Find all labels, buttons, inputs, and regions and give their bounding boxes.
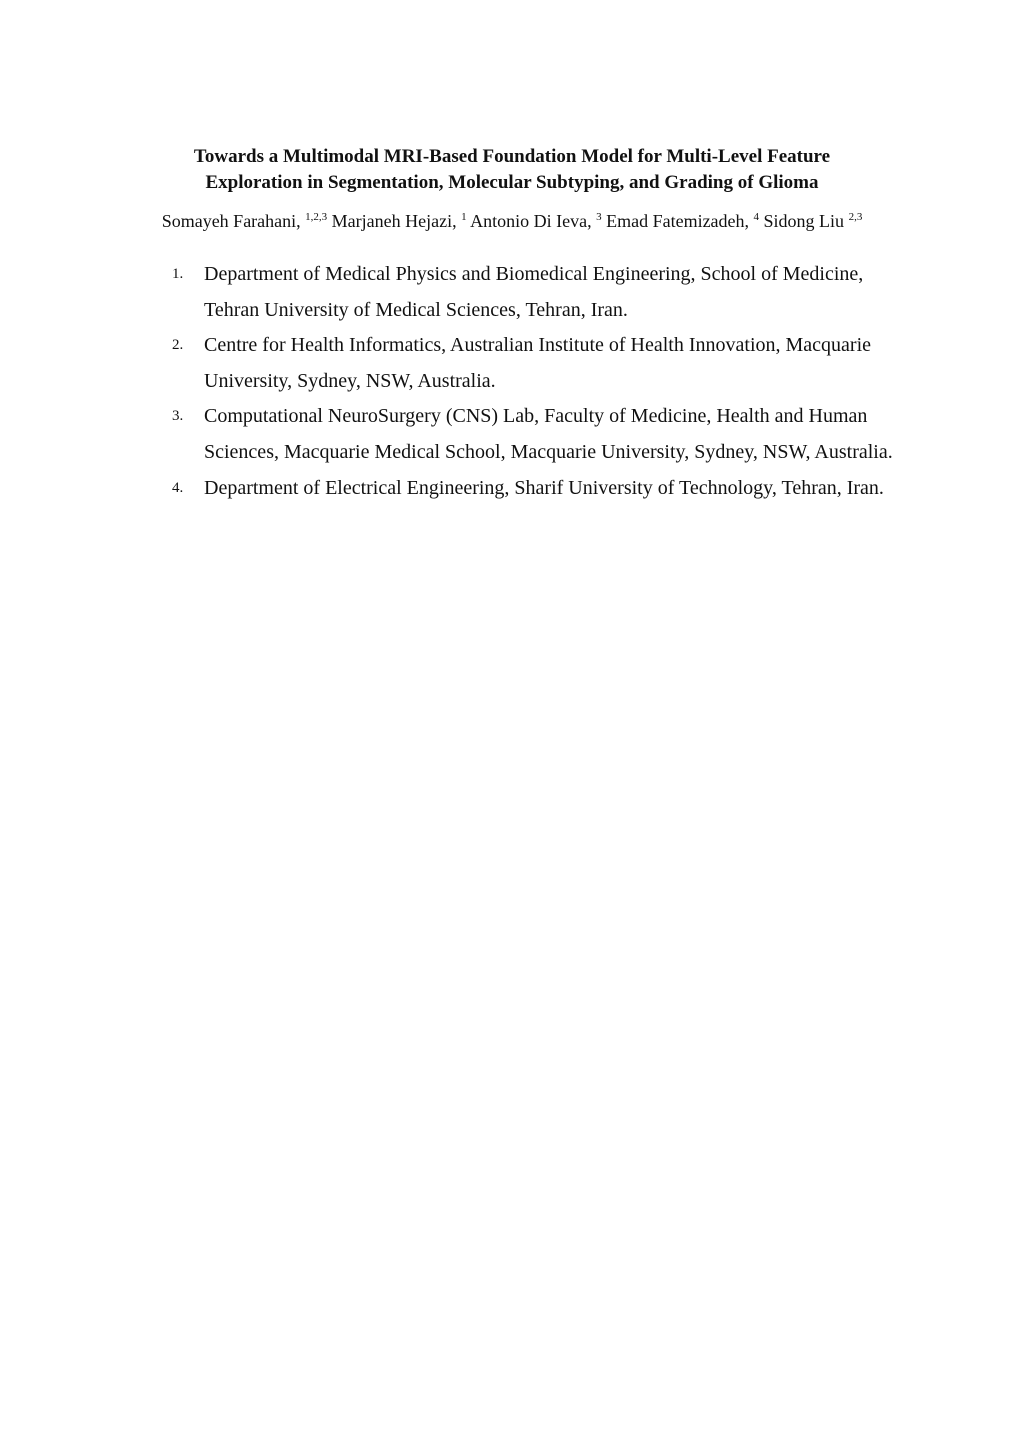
author-list bbox=[100, 208, 924, 234]
title-line-2: Exploration in Segmentation, Molecular Subtyping, and Grading of Glioma bbox=[205, 172, 819, 193]
affiliation-number: 3. bbox=[172, 408, 184, 425]
affiliation-item bbox=[166, 471, 896, 507]
affiliation-text: Centre for Health Informatics, Australian Institute of Health Innovation, Macquarie University, Sydney, NSW, Australia. bbox=[204, 334, 872, 392]
author-name: Somayeh Farahani, bbox=[161, 211, 301, 231]
author-name: Antonio Di Ieva, bbox=[470, 211, 592, 231]
affiliation-text: Department of Electrical Engineering, Sharif University of Technology, Tehran, Iran. bbox=[204, 476, 884, 499]
author-1 bbox=[162, 211, 327, 231]
author-affiliation-marker: 1 bbox=[461, 211, 467, 223]
affiliation-list bbox=[166, 257, 896, 506]
author-5 bbox=[764, 211, 863, 231]
affiliation-number: 4. bbox=[172, 479, 184, 496]
author-affiliation-marker: 3 bbox=[596, 211, 602, 223]
affiliation-item bbox=[166, 328, 896, 399]
author-name: Sidong Liu bbox=[763, 211, 845, 231]
affiliation-text: Computational NeuroSurgery (CNS) Lab, Faculty of Medicine, Health and Human Sciences, Macquarie Medical School, Macquarie University, Sydney, NSW, Australia. bbox=[204, 405, 893, 463]
affiliation-text: Department of Medical Physics and Biomedical Engineering, School of Medicine, Tehran University of Medical Sciences, Tehran, Iran. bbox=[204, 263, 864, 321]
author-affiliation-marker: 1,2,3 bbox=[305, 211, 328, 223]
title-line-1: Towards a Multimodal MRI-Based Foundation Model for Multi-Level Feature bbox=[193, 146, 831, 167]
affiliation-item bbox=[166, 399, 896, 470]
author-affiliation-marker: 2,3 bbox=[848, 211, 863, 223]
author-3 bbox=[470, 211, 601, 231]
author-name: Emad Fatemizadeh, bbox=[606, 211, 750, 231]
author-affiliation-marker: 4 bbox=[753, 211, 760, 223]
author-name: Marjaneh Hejazi, bbox=[331, 211, 457, 231]
author-2 bbox=[332, 211, 467, 231]
affiliation-item bbox=[166, 257, 896, 328]
affiliation-number: 2. bbox=[172, 337, 184, 354]
author-4 bbox=[606, 211, 759, 231]
paper-title bbox=[120, 144, 904, 196]
affiliation-number: 1. bbox=[172, 266, 184, 282]
